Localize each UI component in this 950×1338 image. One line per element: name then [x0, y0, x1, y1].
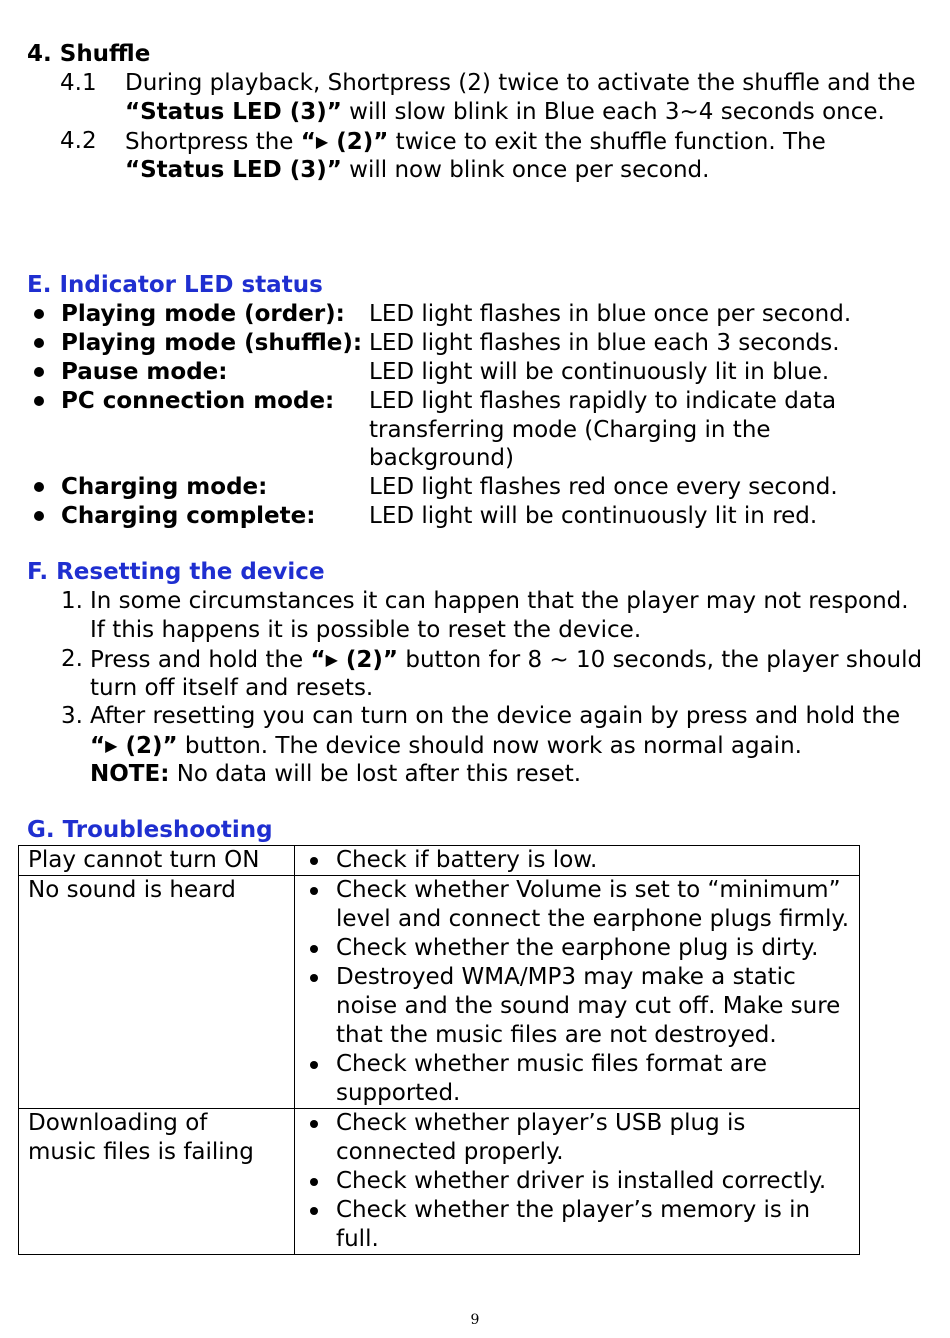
check-item: Check whether the earphone plug is dirty.	[295, 934, 859, 963]
problem-cell: No sound is heard	[19, 876, 295, 1109]
led-desc: LED light flashes red once every second.	[369, 474, 838, 500]
table-row	[19, 846, 860, 876]
reset-step-2-number: 2.	[61, 646, 83, 672]
bullet-icon	[34, 396, 44, 406]
check-item: Check whether driver is installed correctly.	[295, 1167, 859, 1196]
problem-cell: Play cannot turn ON	[19, 846, 295, 876]
bullet-icon	[34, 338, 44, 348]
led-label: Pause mode:	[61, 359, 228, 385]
section-troubleshooting-heading: G. Troubleshooting	[27, 817, 273, 843]
table-row	[19, 876, 860, 1109]
led-desc: LED light flashes rapidly to indicate data	[369, 388, 837, 414]
shuffle-step-4-2-line2: “Status LED (3)” will now blink once per second.	[125, 157, 710, 183]
bullet-icon	[34, 511, 44, 521]
check-item: Check whether the player’s memory is in full.	[295, 1196, 859, 1254]
checks-cell	[295, 846, 860, 876]
play-triangle-icon: ▶	[105, 736, 118, 755]
shuffle-step-4-1-line1: During playback, Shortpress (2) twice to activate the shuffle and the	[125, 70, 916, 96]
troubleshooting-table	[18, 845, 860, 1255]
led-label: Charging mode:	[61, 474, 268, 500]
led-label: PC connection mode:	[61, 388, 335, 414]
page-number: 9	[470, 1312, 480, 1328]
bullet-icon	[34, 482, 44, 492]
reset-step-3-line2: “▶ (2)” button. The device should now work as normal again.	[90, 733, 802, 759]
led-desc: LED light flashes in blue once per second.	[369, 301, 852, 327]
led-label: Playing mode (shuffle):	[61, 330, 363, 356]
reset-step-2-line1: Press and hold the “▶ (2)” button for 8 ~ 10 seconds, the player should	[90, 647, 923, 673]
bullet-icon	[34, 309, 44, 319]
reset-step-3-number: 3.	[61, 703, 83, 729]
problem-cell: Downloading of music files is failing	[19, 1109, 295, 1255]
led-desc: background)	[369, 445, 515, 471]
check-item: Destroyed WMA/MP3 may make a static noise and the sound may cut off. Make sure that the music files are not destroyed.	[295, 963, 859, 1050]
bullet-icon	[34, 367, 44, 377]
shuffle-step-4-1-number: 4.1	[60, 70, 97, 96]
led-desc: LED light will be continuously lit in blue.	[369, 359, 830, 385]
section-shuffle-heading: 4. Shuffle	[27, 41, 151, 67]
play-triangle-icon: ▶	[325, 650, 338, 669]
led-desc: transferring mode (Charging in the	[369, 417, 771, 443]
reset-step-3-line1: After resetting you can turn on the device again by press and hold the	[90, 703, 901, 729]
reset-step-1-number: 1.	[61, 588, 83, 614]
checks-cell	[295, 1109, 860, 1255]
shuffle-step-4-2-number: 4.2	[60, 128, 97, 154]
reset-note: NOTE: No data will be lost after this reset.	[90, 761, 582, 787]
shuffle-step-4-1-line2: “Status LED (3)” will slow blink in Blue each 3~4 seconds once.	[125, 99, 885, 125]
section-led-heading: E. Indicator LED status	[27, 272, 323, 298]
check-item: Check whether music files format are supported.	[295, 1050, 859, 1108]
shuffle-step-4-2-line1: Shortpress the “▶ (2)” twice to exit the shuffle function. The	[125, 129, 826, 155]
checks-cell	[295, 876, 860, 1109]
led-label: Charging complete:	[61, 503, 316, 529]
check-item: Check whether Volume is set to “minimum” level and connect the earphone plugs firmly.	[295, 876, 859, 934]
reset-step-2-line2: turn off itself and resets.	[90, 675, 374, 701]
led-desc: LED light flashes in blue each 3 seconds.	[369, 330, 840, 356]
reset-step-1-line1: In some circumstances it can happen that the player may not respond.	[90, 588, 909, 614]
table-row	[19, 1109, 860, 1255]
check-item: Check if battery is low.	[295, 846, 859, 875]
section-reset-heading: F. Resetting the device	[27, 559, 325, 585]
led-label: Playing mode (order):	[61, 301, 345, 327]
check-item: Check whether player’s USB plug is connected properly.	[295, 1109, 859, 1167]
play-triangle-icon: ▶	[315, 132, 329, 151]
reset-step-1-line2: If this happens it is possible to reset the device.	[90, 617, 642, 643]
led-desc: LED light will be continuously lit in red.	[369, 503, 818, 529]
